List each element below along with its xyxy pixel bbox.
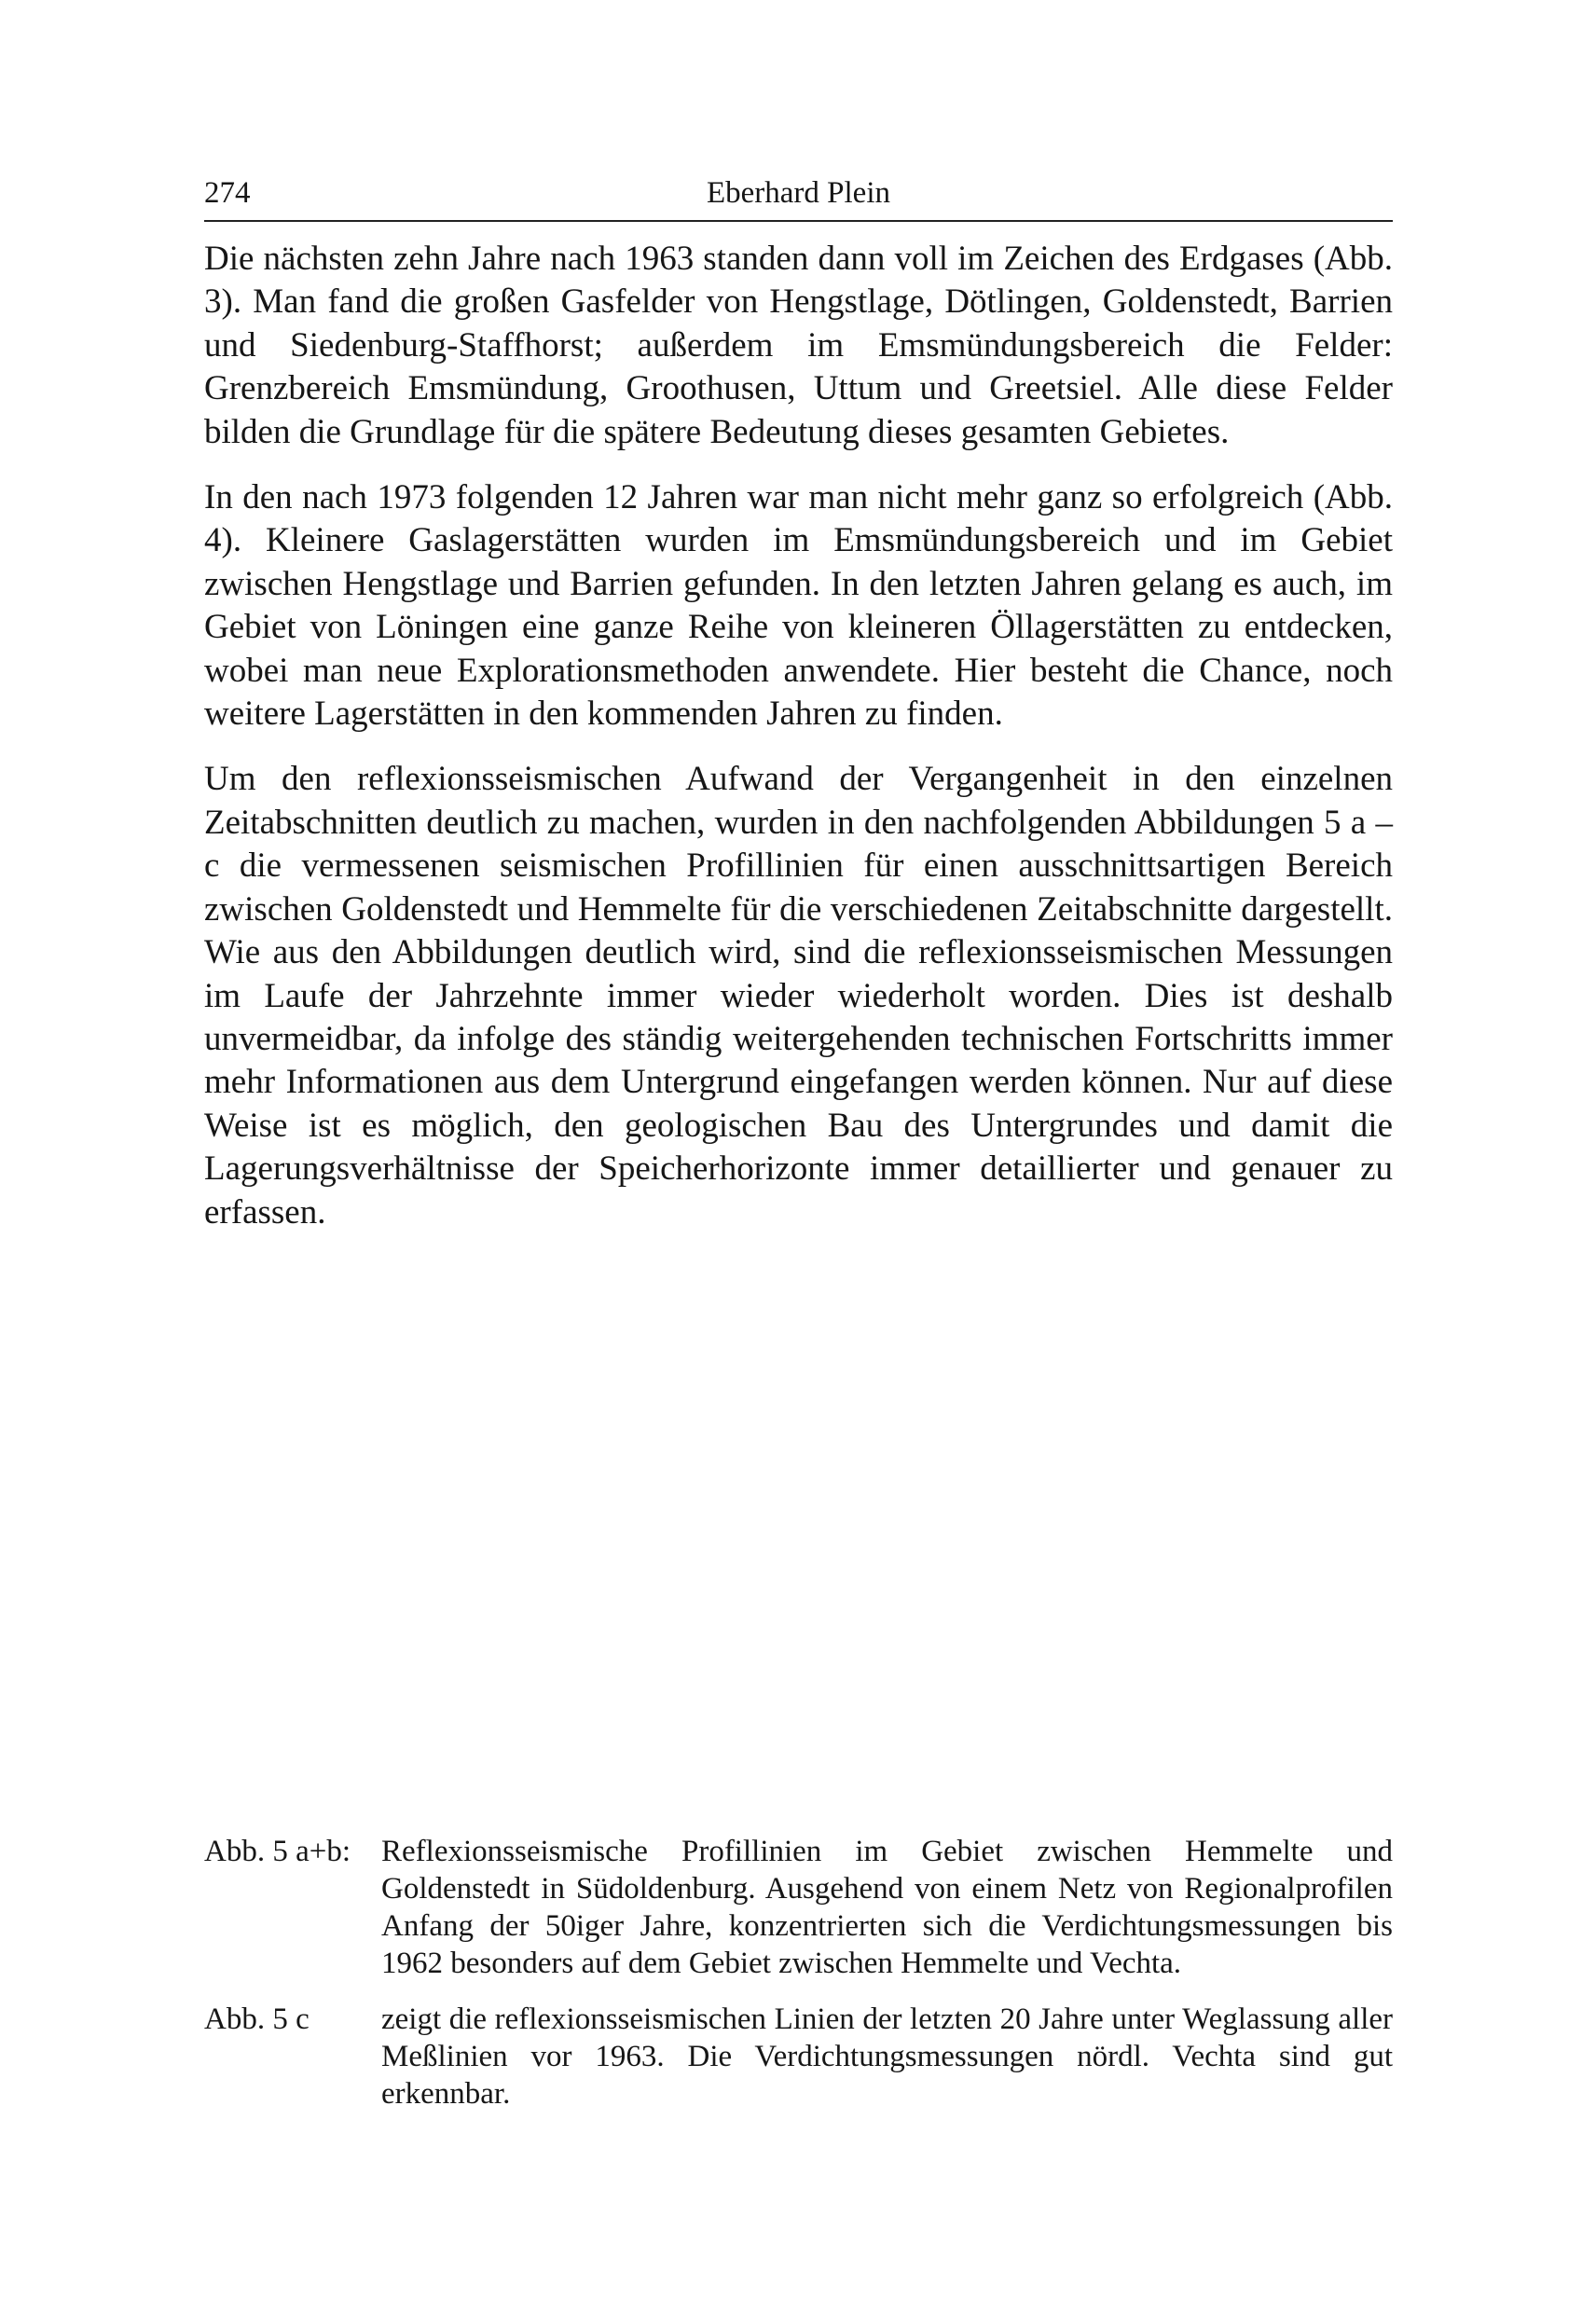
caption-label: Abb. 5 c bbox=[204, 2002, 310, 2036]
page-number: 274 bbox=[204, 176, 251, 210]
figure-caption bbox=[204, 2001, 1393, 2112]
paragraph: In den nach 1973 folgenden 12 Jahren war man nicht mehr ganz so erfolgreich (Abb. 4). Kleinere Gaslagerstätten wurden im Emsmündungsbereich und im Gebiet zwischen Hengstlage und Barrien gefunden. In den letzten Jahren gelang es auch, im Gebiet von Löningen eine ganze Reihe von kleineren Öllagerstätten zu entdecken, wobei man neue Explorationsmethoden anwendete. Hier besteht die Chance, noch weitere Lagerstätten in den kommenden Jahren zu finden. bbox=[204, 478, 1393, 734]
caption-text: zeigt die reflexionsseismischen Linien der letzten 20 Jahre unter Weglassung aller Meßlinien vor 1963. Die Verdichtungsmessungen nördl. Vechta sind gut erkennbar. bbox=[381, 2002, 1393, 2111]
paragraph: Um den reflexionsseismischen Aufwand der Vergangenheit in den einzelnen Zeitabschnitten deutlich zu machen, wurden in den nachfolgenden Abbildungen 5 a – c die vermessenen seismischen Profillinien für einen ausschnittsartigen Bereich zwischen Goldenstedt und Hemmelte für die verschiedenen Zeitabschnitte dargestellt. Wie aus den Abbildungen deutlich wird, sind die reflexionsseismischen Messungen im Laufe der Jahrzehnte immer wieder wiederholt worden. Dies ist deshalb unvermeidbar, da infolge des ständig weitergehenden technischen Fortschritts immer mehr Informationen aus dem Untergrund eingefangen werden können. Nur auf diese Weise ist es möglich, den geologischen Bau des Untergrundes und damit die Lagerungsverhältnisse der Speicherhorizonte immer detaillierter und genauer zu erfassen. bbox=[204, 760, 1393, 1232]
figure-caption bbox=[204, 1833, 1393, 1982]
running-head bbox=[204, 170, 1393, 216]
header-rule bbox=[204, 220, 1393, 222]
running-title: Eberhard Plein bbox=[706, 176, 891, 210]
caption-text: Reflexionsseismische Profillinien im Gebiet zwischen Hemmelte und Goldenstedt in Südoldenburg. Ausgehend von einem Netz von Regionalprofilen Anfang der 50iger Jahre, konzentrierten sich die Verdichtungsmessungen bis 1962 besonders auf dem Gebiet zwischen Hemmelte und Vechta. bbox=[381, 1835, 1393, 1980]
paragraph: Die nächsten zehn Jahre nach 1963 standen dann voll im Zeichen des Erdgases (Abb. 3). Man fand die großen Gasfelder von Hengstlage, Dötlingen, Goldenstedt, Barrien und Siedenburg-Staffhorst; außerdem im Emsmündungsbereich die Felder: Grenzbereich Emsmündung, Groothusen, Uttum und Greetsiel. Alle diese Felder bilden die Grundlage für die spätere Bedeutung dieses gesamten Gebietes. bbox=[204, 240, 1393, 451]
body-text bbox=[204, 238, 1393, 1257]
figure-captions bbox=[204, 1833, 1393, 2131]
caption-label: Abb. 5 a+b: bbox=[204, 1835, 351, 1868]
